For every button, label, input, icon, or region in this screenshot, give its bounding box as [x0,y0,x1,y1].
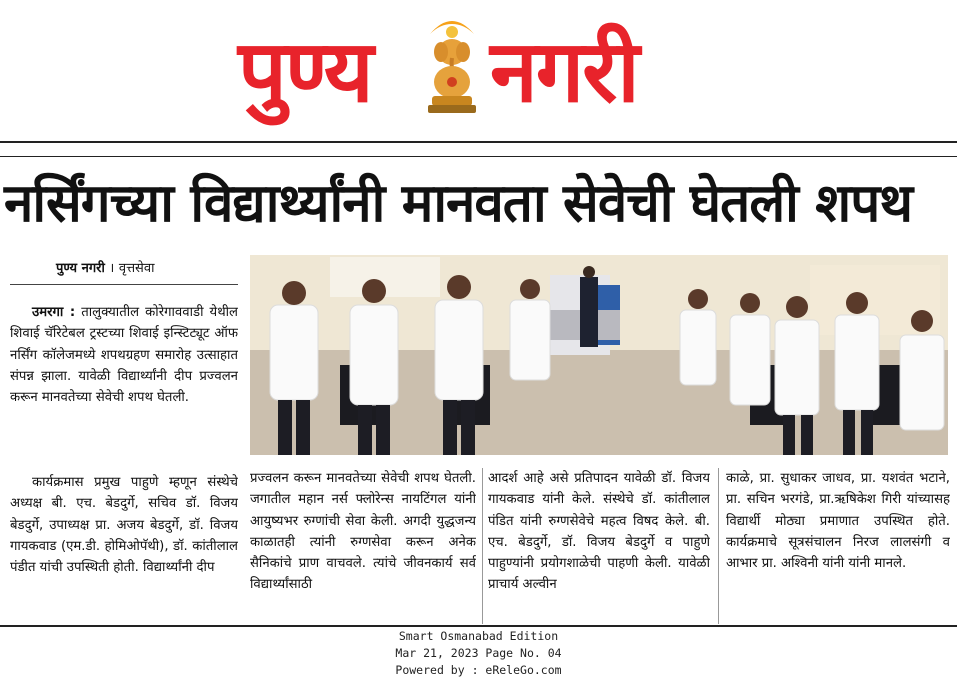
footer-rule [0,625,957,627]
page-footer [0,628,957,679]
masthead-rule [0,141,957,143]
article-column-1-bottom [10,472,238,624]
ceremony-photo-illustration [250,255,948,455]
article-paragraph-2: कार्यक्रमास प्रमुख पाहुणे म्हणून संस्थेचे अध्यक्ष बी. एच. बेडदुर्गे, सचिव डॉ. विजय बेडदुर्गे, उपाध्यक्ष प्रा. अजय बेडदुर्गे, डॉ. विजय गायकवाड (एम.डी. होमिओपॅथी), डॉ. कांतीलाल पंडीत यांची उपस्थिती होती. विद्यार्थ्यांनी दीप [10,475,238,576]
article-column-4 [726,468,950,624]
article-dateline: उमरगा : [32,305,76,320]
footer-edition: Smart Osmanabad Edition [398,629,559,643]
article-paragraph-4: आदर्श आहे असे प्रतिपादन यावेळी डॉ. विजय गायकवाड यांनी केले. संस्थेचे डॉ. कांतीलाल पंडित यांनी रुग्णसेवेचे महत्व विषद केले. बी. एच. बेडदुर्गे, डॉ. विजय बेडदुर्गे व पाहुणे पाहुण्यांनी प्रयोगशाळेची पाहणी केली. यावेळी प्राचार्य अल्वीन [488,471,710,593]
footer-date-page: Mar 21, 2023 Page No. 04 [395,646,562,660]
article-column-1-top [10,302,238,462]
masthead-title-right: नगरी [490,22,638,122]
column-divider [718,468,719,624]
masthead-rule-thin [0,156,957,157]
byline-divider [10,284,238,285]
byline-separator: । [109,261,115,276]
masthead [0,0,957,140]
article-paragraph-3: प्रज्वलन करून मानवतेच्या सेवेची शपथ घेतली. जगातील महान नर्स फ्लोरेन्स नायटिंगल यांनी आयुष्यभर रुग्णांची सेवा केली. अगदी युद्धजन्य काळातही त्यांनी रुग्णसेवा करून अनेक सैनिकांचे प्राण वाचवले. त्यांचे जीवनकार्य सर्व विद्यार्थ्यांसाठी [250,471,476,593]
article-column-3 [488,468,710,624]
article-headline: नर्सिंगच्या विद्यार्थ्यांनी मानवता सेवेची घेतली शपथ [4,173,913,234]
article-paragraph-1: तालुक्यातील कोरेगाववाडी येथील शिवाई चॅरिटेबल ट्रस्टच्या शिवाई इन्स्टिट्यूट ऑफ नर्सिंग कॉलेजमध्ये शपथग्रहण समारोह उत्साहात संपन्न झाला. यावेळी विद्यार्थ्यांनी दीप प्रज्वलन करून मानवतेच्या सेवेची शपथ घेतली. [10,305,238,406]
masthead-title-left: पुण्य [238,22,372,122]
article-column-2 [250,468,476,624]
footer-powered-by: Powered by : eReleGo.com [395,663,562,677]
ganesha-logo-icon [420,12,484,116]
article-paragraph-5: काळे, प्रा. सुधाकर जाधव, प्रा. यशवंत भटाने, प्रा. सचिन भरगंडे, प्रा.ऋषिकेश गिरी यांच्यासह विद्यार्थी मोठ्या प्रमाणात उपस्थित होते. कार्यक्रमाचे सूत्रसंचालन निरज लालसंगी व आभार प्रा. अश्विनी यांनी यांनी मानले. [726,471,950,572]
byline-section: वृत्तसेवा [118,261,155,276]
article-byline [56,258,154,276]
article-photo [250,255,948,455]
column-divider [482,468,483,624]
byline-source: पुण्य नगरी [56,261,105,276]
